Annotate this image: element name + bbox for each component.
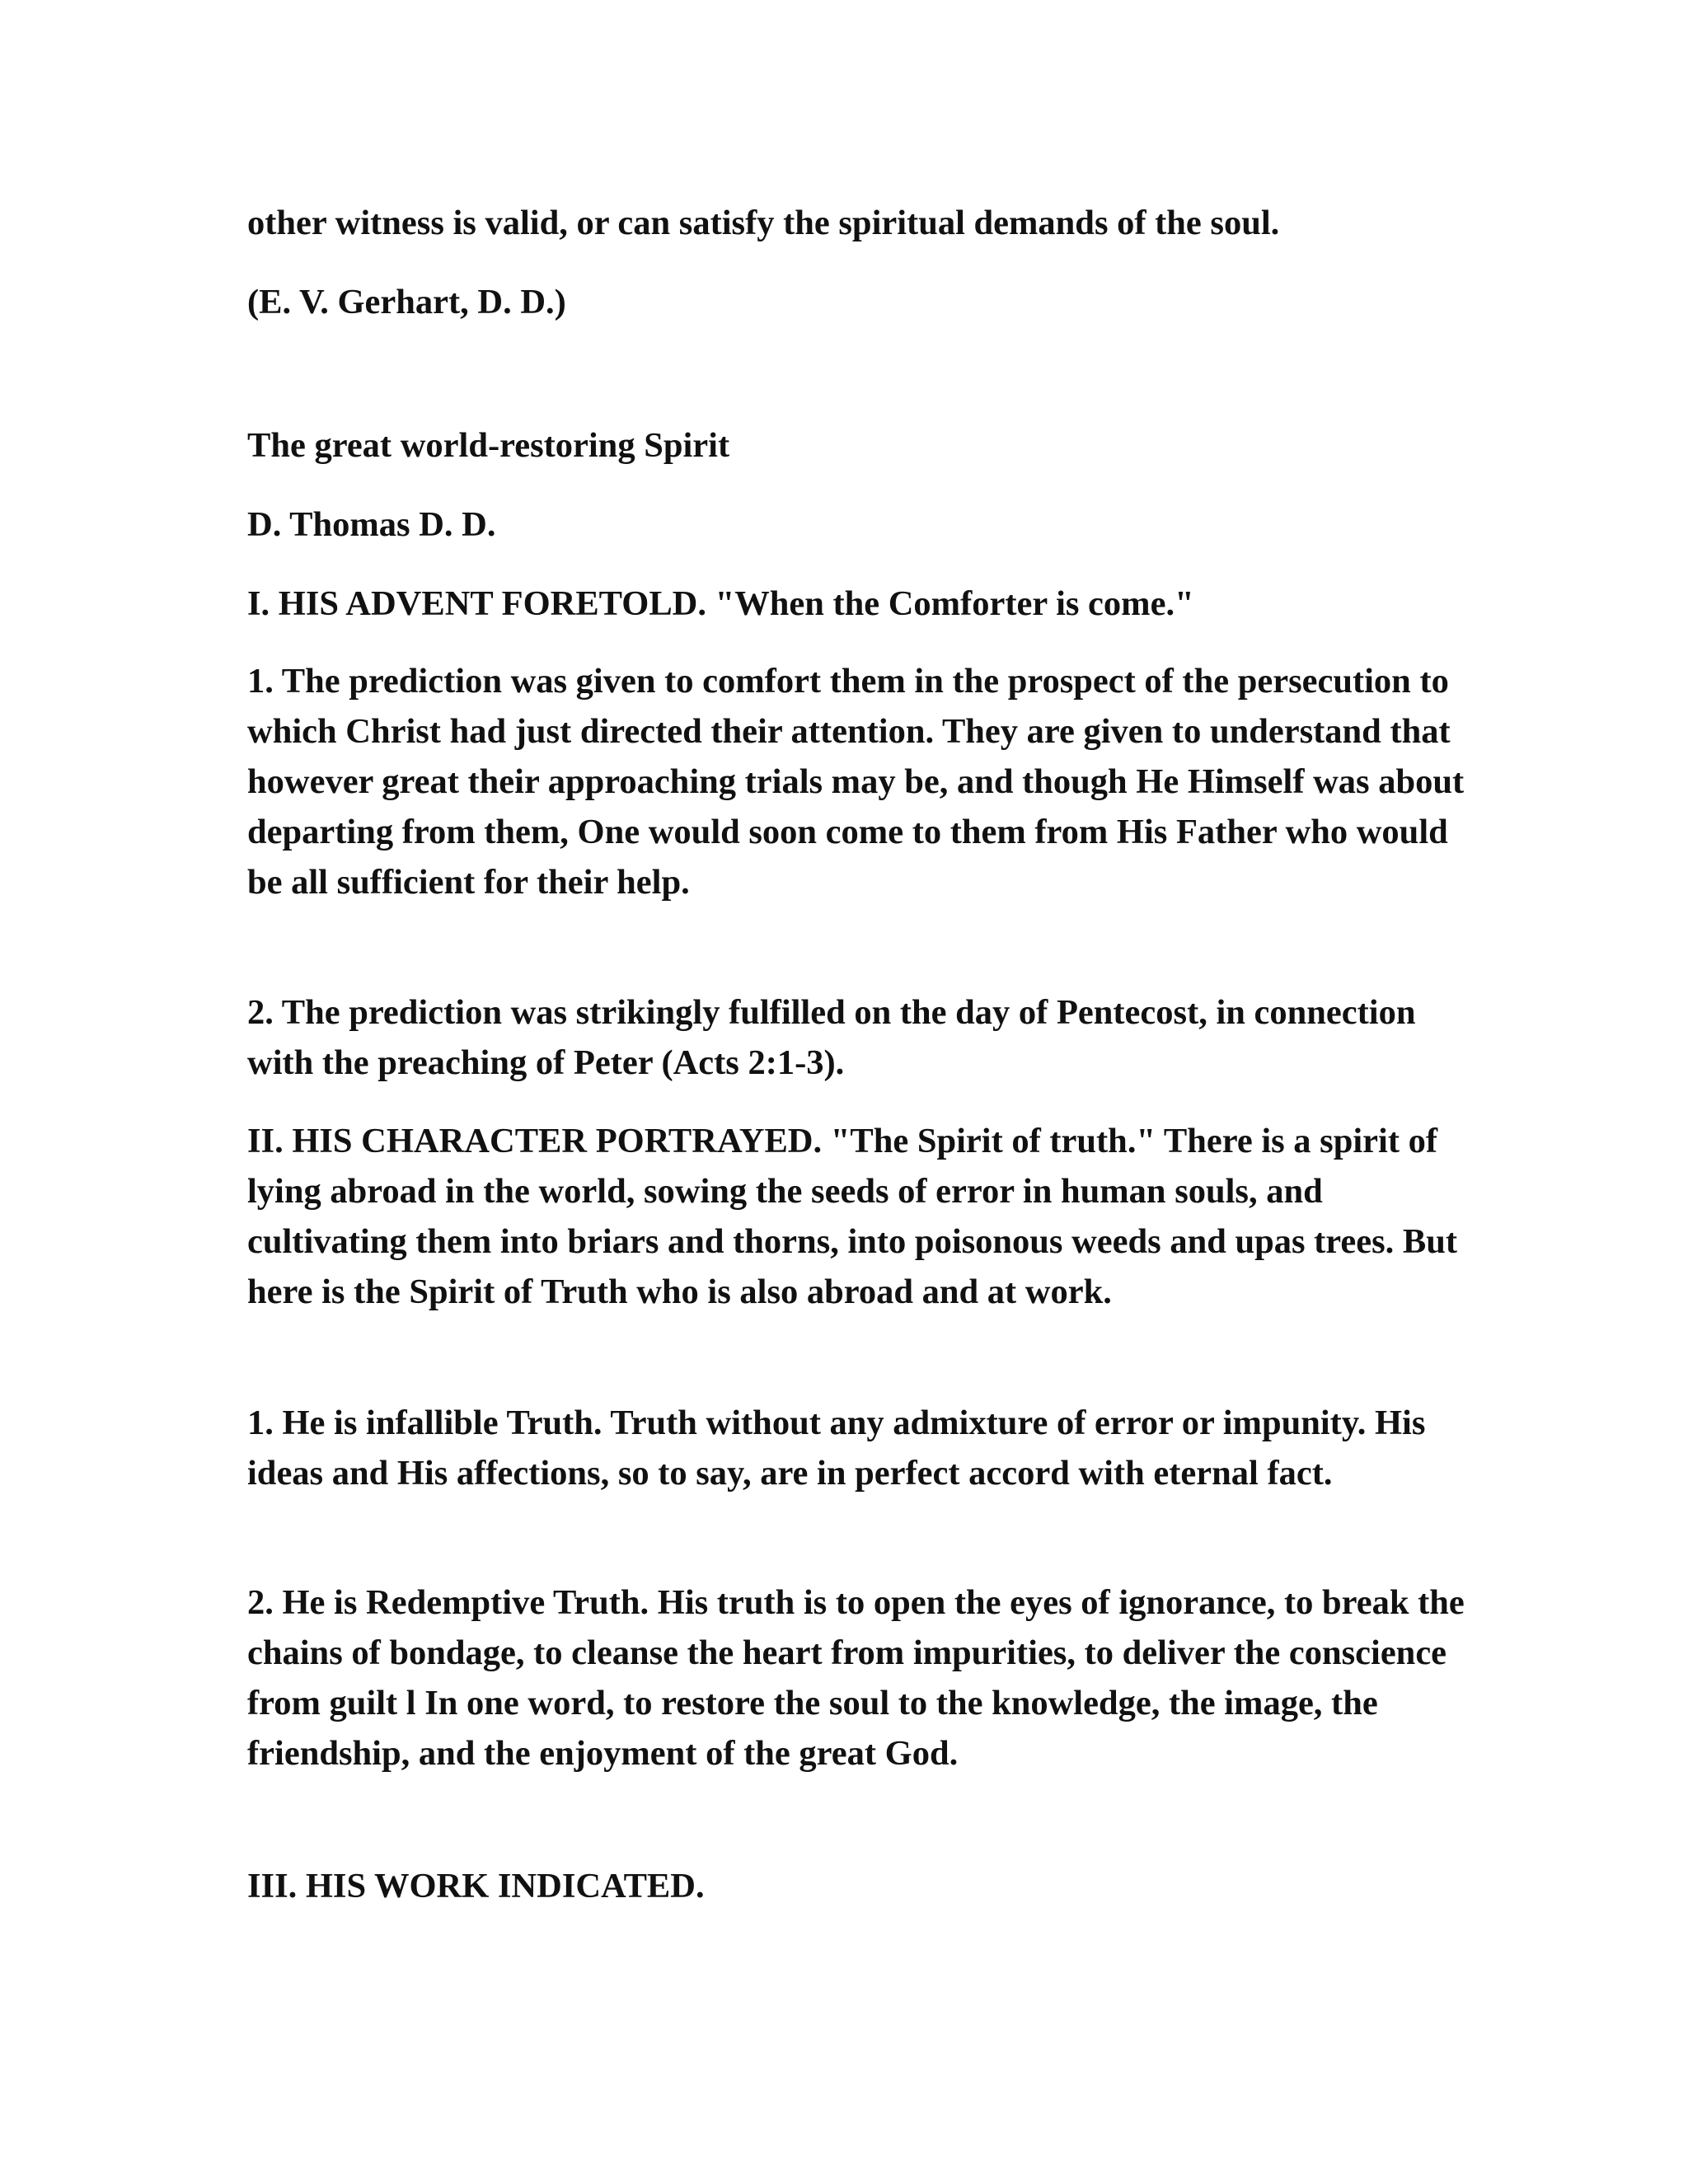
attribution: (E. V. Gerhart, D. D.) bbox=[247, 283, 566, 321]
paragraph-character-2: 2. He is Redemptive Truth. His truth is to open the eyes of ignorance, to break the chains of bondage, to cleanse the heart from impurities, to deliver the conscience from guilt l In one word, to restore the soul to the knowledge, the image, the friendship, and the enjoyment of the great God. bbox=[247, 1583, 1465, 1773]
closing-sentence: other witness is valid, or can satisfy the spiritual demands of the soul. bbox=[247, 204, 1280, 242]
paragraph-advent-1: 1. The prediction was given to comfort them in the prospect of the persecution to which Christ had just directed their attention. They are given to understand that however great their approaching trials may be, and though He Himself was about departing from them, One would soon come to them from His Father who would be all sufficient for their help. bbox=[247, 662, 1465, 902]
heading-character: II. HIS CHARACTER PORTRAYED. "The Spirit of truth." There is a spirit of lying abroad in the world, sowing the seeds of error in human souls, and cultivating them into briars and thorns, into poisonous weeds and upas trees. But here is the Spirit of Truth who is also abroad and at work. bbox=[247, 1122, 1458, 1311]
heading-advent: I. HIS ADVENT FORETOLD. "When the Comforter is come." bbox=[247, 584, 1194, 623]
author: D. Thomas D. D. bbox=[247, 505, 496, 544]
paragraph-advent-2: 2. The prediction was strikingly fulfilled on the day of Pentecost, in connection with the preaching of Peter (Acts 2:1-3). bbox=[247, 993, 1416, 1082]
heading-work: III. HIS WORK INDICATED. bbox=[247, 1867, 705, 1905]
section-title: The great world-restoring Spirit bbox=[247, 426, 730, 465]
paragraph-character-1: 1. He is infallible Truth. Truth without any admixture of error or impunity. His ideas and His affections, so to say, are in perfect accord with eternal fact. bbox=[247, 1404, 1426, 1493]
